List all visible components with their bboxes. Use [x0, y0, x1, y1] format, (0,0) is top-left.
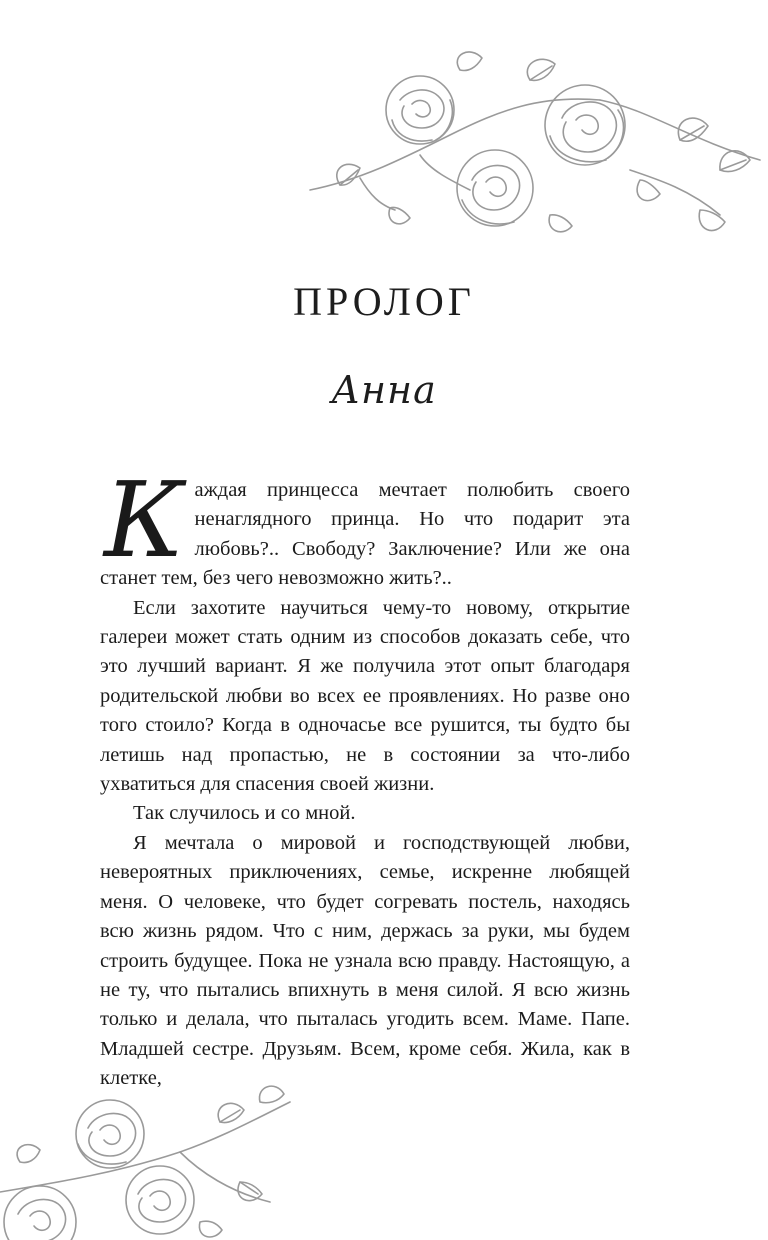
paragraph: Если захотите научиться чему-то новому, открытие галереи может стать одним из способов доказать себе, что это лучший вариант. Я же получила этот опыт благодаря родительской любви во всех ее проявлениях. Но разве оно того стоило? Когда в одночасье все рушится, ты будто бы летишь над пропастью, не в состоянии за что-либо ухватиться для спасения своей жизни.: [100, 596, 630, 796]
chapter-title: ПРОЛОГ: [293, 279, 475, 324]
body-text: [100, 459, 630, 1094]
chapter-subtitle: Анна: [331, 368, 437, 412]
paragraph: Так случилось и со мной.: [133, 802, 356, 825]
paragraph: Я мечтала о мировой и господствующей любви, невероятных приключениях, семье, искренне любящей меня. О человеке, что будет согревать постель, находясь всю жизнь рядом. Что с ним, держась за руки, мы будем строить будущее. Пока не узнала всю правду. Настоящую, а не ту, что пытались впихнуть в меня силой. Я всю жизнь только и делала, что пыталась угодить всем. Маме. Папе. Младшей сестре. Друзьям. Всем, кроме себя. Жила, как в клетке,: [100, 831, 630, 1090]
rose-vine-icon: [0, 1082, 320, 1240]
rose-vine-icon: [300, 40, 768, 240]
rose-ornament-bottom: [0, 1082, 320, 1240]
paragraph-text: аждая принцесса мечтает полюбить своего ненаглядного принца. Но что подарит эта любовь?.. Свободу? Заключение? Или же она станет тем, без чего невозможно жить?..: [100, 479, 630, 590]
paragraph: [100, 459, 630, 594]
rose-ornament-top: [300, 40, 768, 240]
drop-cap: К: [104, 459, 185, 581]
